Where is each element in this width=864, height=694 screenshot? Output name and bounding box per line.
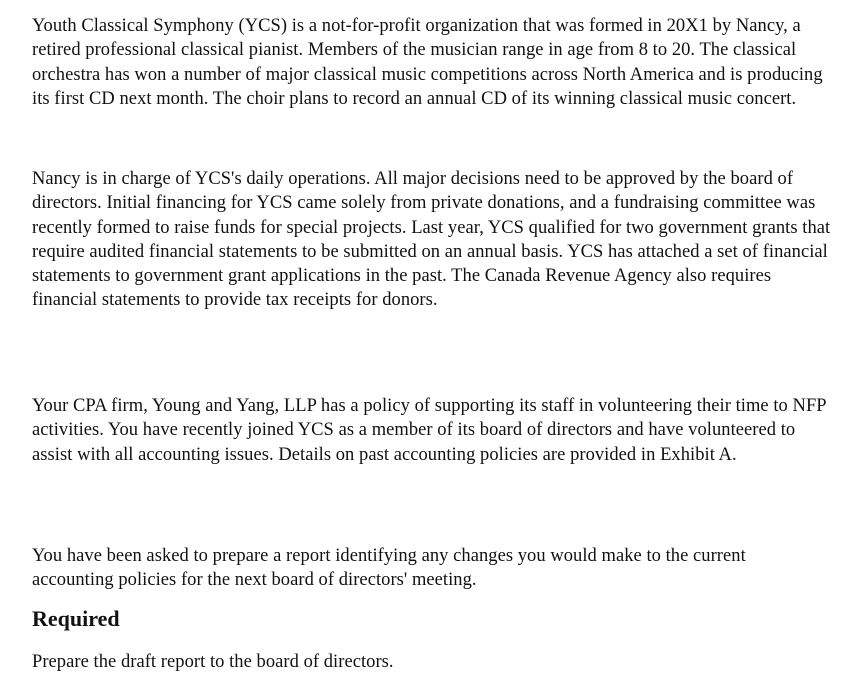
paragraph-cpa-firm-role: Your CPA firm, Young and Yang, LLP has a policy of supporting its staff in volunteering their time to NFP activities. You have recently joined YCS as a member of its board of directors and have volunteered to assist with all accounting issues. Details on past accounting policies are provided in Exhibit A.	[32, 396, 826, 465]
paragraph-organization-background: Youth Classical Symphony (YCS) is a not-for-profit organization that was formed in 20X1 by Nancy, a retired professional classical pianist. Members of the musician range in age from 8 to 20. The classical orchestra has won a number of major classical music competitions across North America and is producing its first CD next month. The choir plans to record an annual CD of its winning classical music concert.	[32, 16, 823, 109]
required-heading: Required	[32, 606, 120, 631]
required-instruction: Prepare the draft report to the board of directors.	[32, 652, 394, 672]
paragraph-task-description: You have been asked to prepare a report identifying any changes you would make to the current accounting policies for the next board of directors' meeting.	[32, 546, 746, 591]
paragraph-operations-and-financing: Nancy is in charge of YCS's daily operations. All major decisions need to be approved by the board of directors. Initial financing for YCS came solely from private donations, and a fundraising committee was recently formed to raise funds for special projects. Last year, YCS qualified for two government grants that require audited financial statements to be submitted on an annual basis. YCS has attached a set of financial statements to government grant applications in the past. The Canada Revenue Agency also requires financial statements to provide tax receipts for donors.	[32, 169, 831, 311]
